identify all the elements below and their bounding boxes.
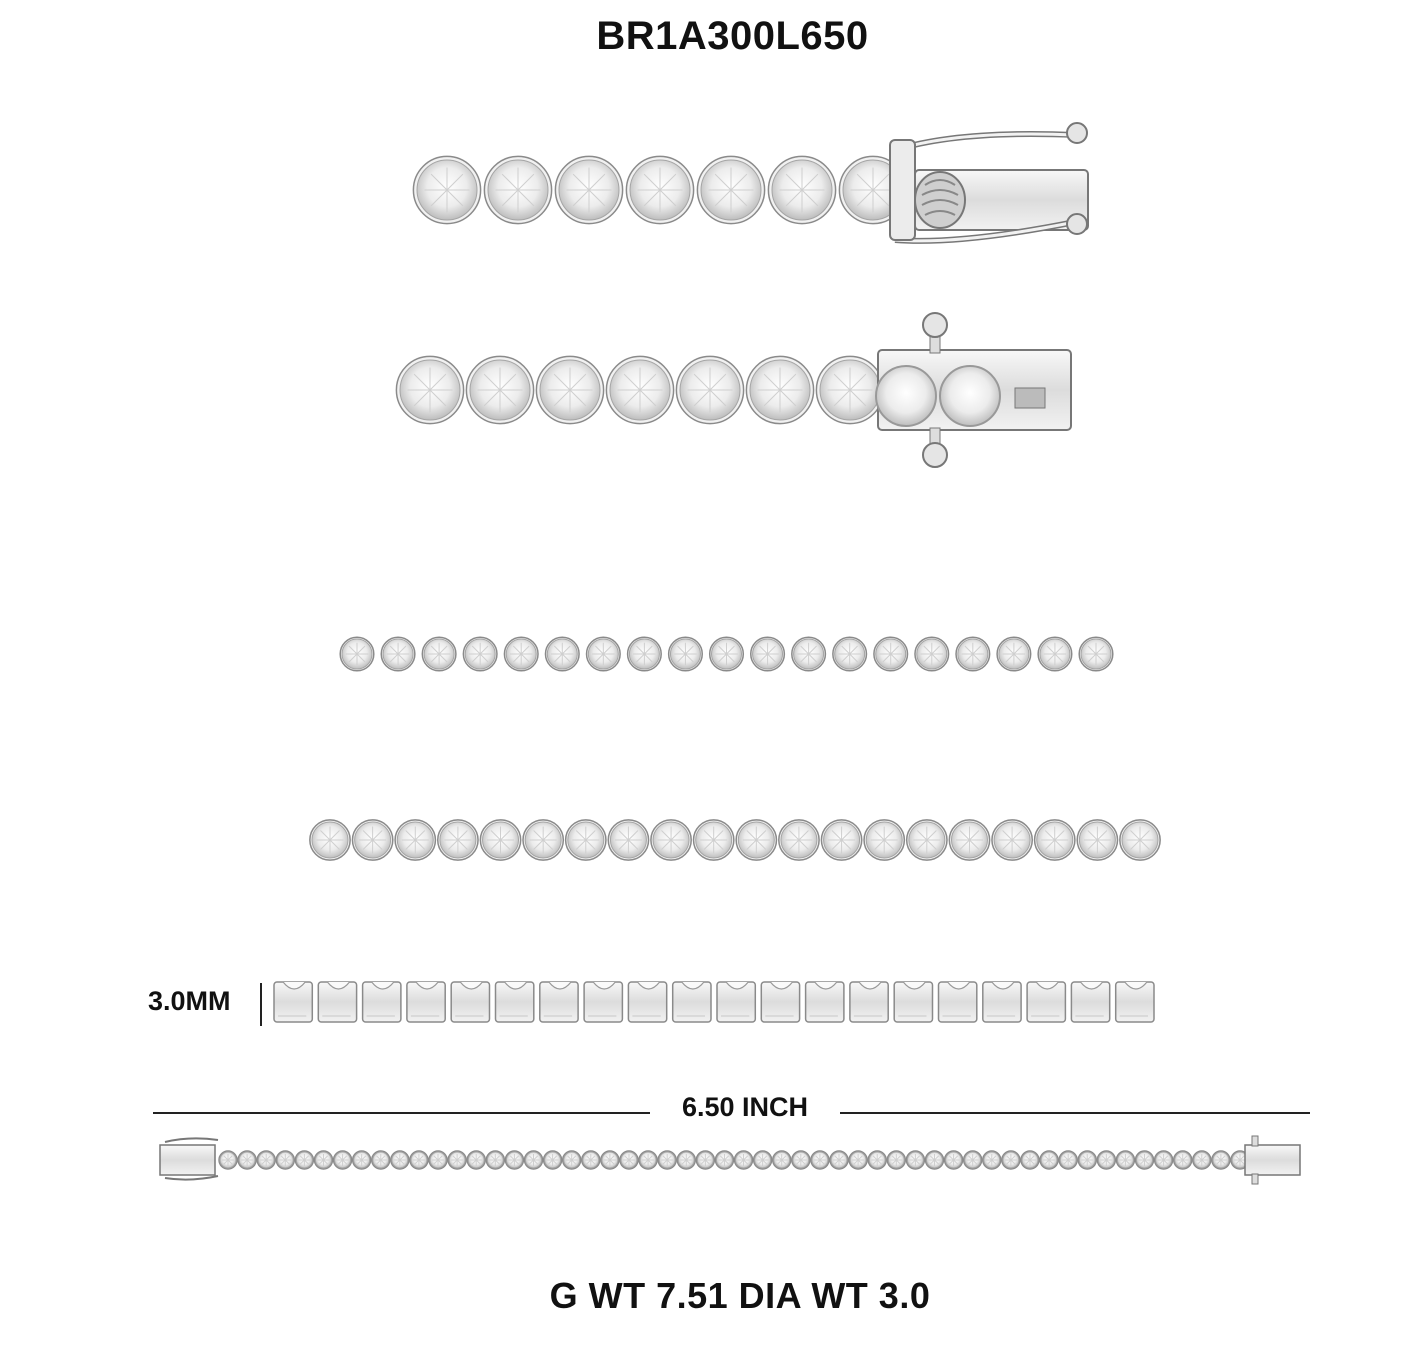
box-clasp-closed-icon [876,313,1071,467]
diamond-stone-icon [525,1151,543,1169]
diamond-stone-icon [887,1151,905,1169]
diamond-stone-icon [864,820,904,860]
side-profile-row-image [340,637,1113,671]
diamond-stone-icon [833,637,867,671]
diamond-stone-icon [563,1151,581,1169]
diamond-stone-icon [582,1151,600,1169]
diamond-stone-icon [1120,820,1160,860]
diamond-stone-icon [396,356,463,423]
setting-link-icon [850,982,888,1022]
setting-link-icon [806,982,844,1022]
diamond-stone-icon [915,637,949,671]
diamond-stone-icon [779,820,819,860]
width-dimension-label: 3.0MM [148,986,231,1016]
diamond-stone-icon [983,1151,1001,1169]
full-bracelet-image [219,1151,1249,1169]
diamond-stone-icon [1079,637,1113,671]
diamond-stone-icon [792,1151,810,1169]
diamond-stone-icon [1077,820,1117,860]
diamond-stone-icon [677,1151,695,1169]
diamond-stone-icon [1040,1151,1058,1169]
setting-link-icon [1071,982,1109,1022]
diamond-stone-icon [754,1151,772,1169]
diamond-stone-icon [352,820,392,860]
diamond-stone-icon [926,1151,944,1169]
diamond-stone-icon [1174,1151,1192,1169]
diamond-stone-icon [1035,820,1075,860]
diamond-stone-icon [1059,1151,1077,1169]
diamond-stone-icon [257,1151,275,1169]
diamond-stone-icon [868,1151,886,1169]
diamond-stone-icon [639,1151,657,1169]
diamond-stone-icon [997,637,1031,671]
diamond-stone-icon [715,1151,733,1169]
diamond-stone-icon [276,1151,294,1169]
diamond-stone-icon [1116,1151,1134,1169]
diamond-stone-icon [830,1151,848,1169]
setting-link-icon [894,982,932,1022]
diamond-stone-icon [945,1151,963,1169]
product-sku-title: BR1A300L650 [596,14,869,58]
diamond-stone-icon [626,156,693,223]
diamond-stone-icon [1097,1151,1115,1169]
setting-profile-row-image [274,982,1154,1022]
setting-link-icon [363,982,401,1022]
diamond-stone-icon [751,637,785,671]
diamond-stone-icon [505,1151,523,1169]
diamond-stone-icon [669,637,703,671]
diamond-stone-icon [372,1151,390,1169]
diamond-stone-icon [736,820,776,860]
diamond-stone-icon [792,637,826,671]
diamond-stone-icon [768,156,835,223]
setting-link-icon [540,982,578,1022]
diamond-stone-icon [874,637,908,671]
diamond-stone-icon [484,156,551,223]
diamond-stone-icon [620,1151,638,1169]
diamond-stone-icon [710,637,744,671]
diamond-stone-icon [410,1151,428,1169]
diamond-stone-icon [463,637,497,671]
diamond-stone-icon [676,356,743,423]
diamond-stone-icon [1002,1151,1020,1169]
setting-link-icon [717,982,755,1022]
weight-summary: G WT 7.51 DIA WT 3.0 [549,1275,931,1316]
diamond-stone-icon [523,820,563,860]
diamond-stone-icon [606,356,673,423]
diamond-stone-icon [1038,637,1072,671]
diamond-stone-icon [219,1151,237,1169]
diamond-stone-icon [628,637,662,671]
setting-link-icon [407,982,445,1022]
diamond-stone-icon [949,820,989,860]
diamond-stone-icon [466,356,533,423]
diamond-stone-icon [486,1151,504,1169]
diamond-stone-icon [381,637,415,671]
diamond-stone-icon [1155,1151,1173,1169]
setting-link-icon [939,982,977,1022]
diamond-stone-icon [353,1151,371,1169]
diamond-stone-icon [658,1151,676,1169]
diamond-stone-icon [1021,1151,1039,1169]
diamond-stone-icon [651,820,691,860]
diamond-stone-icon [544,1151,562,1169]
top-view-row-image [310,820,1160,860]
diamond-stone-icon [310,820,350,860]
clasp-closed-closeup-image [396,356,883,423]
setting-link-icon [1027,982,1065,1022]
full-bracelet-clasp-right-icon [1245,1136,1300,1184]
length-dimension-label: 6.50 INCH [681,1092,809,1122]
width-dimension-marker [260,983,262,1026]
diamond-stone-icon [1136,1151,1154,1169]
setting-link-icon [983,982,1021,1022]
diamond-stone-icon [1212,1151,1230,1169]
diamond-stone-icon [480,820,520,860]
diamond-stone-icon [697,156,764,223]
diamond-stone-icon [1193,1151,1211,1169]
setting-link-icon [673,982,711,1022]
diamond-stone-icon [555,156,622,223]
setting-link-icon [1116,982,1154,1022]
diamond-stone-icon [956,637,990,671]
setting-link-icon [584,982,622,1022]
length-dimension-line-left [153,1112,650,1114]
diamond-stone-icon [587,637,621,671]
diamond-stone-icon [334,1151,352,1169]
diamond-stone-icon [811,1151,829,1169]
diamond-stone-icon [340,637,374,671]
diamond-stone-icon [773,1151,791,1169]
diamond-stone-icon [315,1151,333,1169]
setting-link-icon [274,982,312,1022]
clasp-open-closeup-image [413,156,906,223]
setting-link-icon [451,982,489,1022]
diamond-stone-icon [694,820,734,860]
full-bracelet-clasp-left-icon [160,1138,218,1179]
diamond-stone-icon [601,1151,619,1169]
setting-link-icon [628,982,666,1022]
box-clasp-open-icon [890,123,1088,241]
diamond-stone-icon [238,1151,256,1169]
diamond-stone-icon [608,820,648,860]
diamond-stone-icon [391,1151,409,1169]
setting-link-icon [761,982,799,1022]
diamond-stone-icon [849,1151,867,1169]
diamond-stone-icon [467,1151,485,1169]
diamond-stone-icon [395,820,435,860]
diamond-stone-icon [504,637,538,671]
diamond-stone-icon [422,637,456,671]
diamond-stone-icon [964,1151,982,1169]
length-dimension-line-right [840,1112,1310,1114]
diamond-stone-icon [536,356,603,423]
diamond-stone-icon [566,820,606,860]
diamond-stone-icon [992,820,1032,860]
diamond-stone-icon [735,1151,753,1169]
setting-link-icon [496,982,534,1022]
diamond-stone-icon [413,156,480,223]
diamond-stone-icon [295,1151,313,1169]
diamond-stone-icon [821,820,861,860]
diamond-stone-icon [746,356,813,423]
diamond-stone-icon [1078,1151,1096,1169]
diamond-stone-icon [696,1151,714,1169]
setting-link-icon [318,982,356,1022]
diamond-stone-icon [429,1151,447,1169]
diamond-stone-icon [816,356,883,423]
diamond-stone-icon [448,1151,466,1169]
diamond-stone-icon [907,820,947,860]
diamond-stone-icon [545,637,579,671]
diamond-stone-icon [438,820,478,860]
diamond-stone-icon [906,1151,924,1169]
